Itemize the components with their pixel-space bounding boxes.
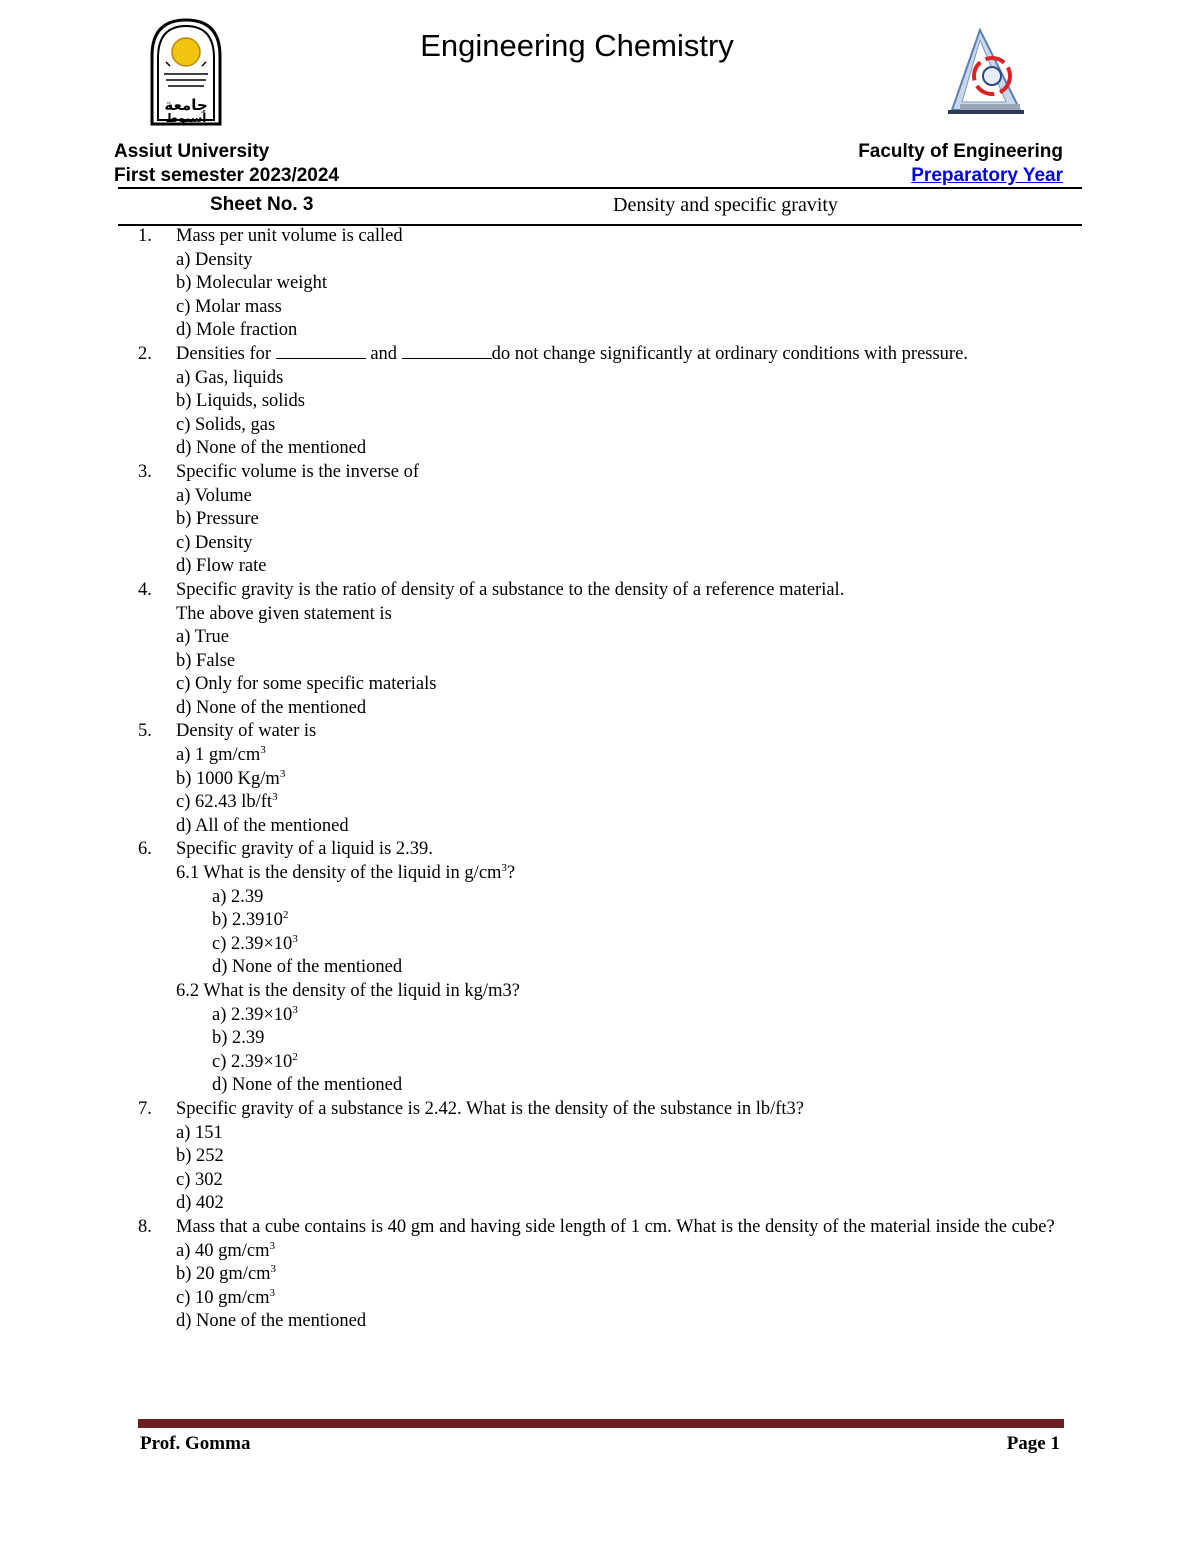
preparatory-year-link[interactable]: Preparatory Year <box>911 165 1063 186</box>
question-text: Specific gravity of a substance is 2.42. What is the density of the substance in lb/ft3? <box>176 1098 804 1119</box>
option <box>176 1051 1078 1075</box>
question-number: 1. <box>138 226 152 246</box>
footer-author: Prof. Gomma <box>140 1433 251 1454</box>
superscript: 3 <box>270 1263 277 1276</box>
option <box>176 744 1078 768</box>
question-number: 5. <box>138 721 152 742</box>
question-text: Specific gravity of a liquid is 2.39. <box>176 839 433 860</box>
superscript: 3 <box>292 1003 298 1016</box>
option: b) False <box>176 650 236 671</box>
option: d) None of the mentioned <box>212 1075 403 1096</box>
question-5 <box>138 720 1078 838</box>
option: a) 151 <box>176 1122 223 1143</box>
header-right <box>858 140 1063 188</box>
question-text: Mass per unit volume is called <box>176 226 403 246</box>
option: d) All of the mentioned <box>176 815 349 836</box>
question-6 <box>138 838 1078 1098</box>
sheet-number: Sheet No. 3 <box>210 194 314 215</box>
option: d) None of the mentioned <box>176 697 367 718</box>
option: c) Solids, gas <box>176 414 276 435</box>
question-number: 4. <box>138 579 152 600</box>
subquestion-text-end: ? <box>506 863 516 884</box>
header-rule-top <box>118 187 1082 189</box>
svg-text:جامعة: جامعة <box>164 96 208 114</box>
subquestion-text: 6.1 What is the density of the liquid in g/cm <box>176 863 502 884</box>
question-number: 2. <box>138 343 152 364</box>
option: a) Density <box>176 249 253 270</box>
question-text-2: The above given statement is <box>176 603 392 624</box>
question-text: Density of water is <box>176 721 317 742</box>
faculty-name: Faculty of Engineering <box>858 141 1063 162</box>
question-number: 3. <box>138 461 152 482</box>
subquestion-6-1 <box>176 862 1078 886</box>
option <box>176 791 1078 815</box>
superscript: 3 <box>269 1239 276 1252</box>
question-text: Specific gravity is the ratio of density of a substance to the density of a reference material. <box>176 579 845 600</box>
superscript: 3 <box>279 767 286 780</box>
question-number: 7. <box>138 1098 152 1119</box>
question-7 <box>138 1098 1078 1216</box>
superscript: 3 <box>269 1286 276 1299</box>
option <box>176 909 1078 933</box>
option: d) None of the mentioned <box>176 1311 367 1332</box>
question-4 <box>138 579 1078 721</box>
svg-text:أسيوط: أسيوط <box>165 111 207 125</box>
question-1 <box>138 225 1078 343</box>
footer-page-number: Page 1 <box>1006 1433 1060 1454</box>
sheet-row <box>118 192 1082 222</box>
option: d) None of the mentioned <box>212 957 403 978</box>
blank-line <box>402 344 492 359</box>
header-left <box>114 140 339 188</box>
option: c) 302 <box>176 1169 223 1190</box>
question-text-part: do not change significantly at ordinary conditions with pressure. <box>491 343 968 364</box>
option: d) None of the mentioned <box>176 438 367 459</box>
option: d) 402 <box>176 1193 224 1214</box>
option: b) Pressure <box>176 509 259 530</box>
blank-line <box>276 344 366 359</box>
question-3 <box>138 461 1078 579</box>
option: a) True <box>176 627 229 648</box>
question-number: 6. <box>138 839 152 860</box>
option-text: a) 1 gm/cm <box>176 745 261 766</box>
question-number: 8. <box>138 1216 152 1237</box>
option: b) Molecular weight <box>176 273 328 294</box>
question-8 <box>138 1216 1078 1334</box>
question-2 <box>138 343 1078 461</box>
superscript: 3 <box>501 862 507 875</box>
option: a) Volume <box>176 485 252 506</box>
option <box>176 933 1078 957</box>
option: b) Liquids, solids <box>176 391 305 412</box>
superscript: 2 <box>292 1050 298 1063</box>
option-text: c) 2.39×10 <box>212 933 293 954</box>
option-text: c) 62.43 lb/ft <box>176 792 273 813</box>
university-name: Assiut University <box>114 141 270 162</box>
option: a) Gas, liquids <box>176 367 284 388</box>
option-text: c) 10 gm/cm <box>176 1287 270 1308</box>
option-text: b) 20 gm/cm <box>176 1264 271 1285</box>
option: b) 252 <box>176 1146 224 1167</box>
option-text: b) 1000 Kg/m <box>176 768 280 789</box>
option: a) 2.39 <box>212 886 264 907</box>
page-title: Engineering Chemistry <box>420 28 734 63</box>
option <box>176 768 1078 792</box>
option: d) Mole fraction <box>176 320 298 341</box>
semester: First semester 2023/2024 <box>114 165 339 186</box>
question-text: Specific volume is the inverse of <box>176 461 420 482</box>
option-text: b) 2.3910 <box>212 910 283 931</box>
option <box>176 1287 1078 1311</box>
superscript: 3 <box>292 932 298 945</box>
option-text: c) 2.39×10 <box>212 1051 293 1072</box>
superscript: 3 <box>260 744 266 757</box>
option: c) Density <box>176 532 253 553</box>
subquestion-6-2: 6.2 What is the density of the liquid in kg/m3? <box>176 981 520 1001</box>
footer-divider <box>138 1419 1064 1428</box>
superscript: 2 <box>282 909 289 922</box>
option <box>176 1240 1078 1264</box>
questions-list <box>138 225 1078 1334</box>
question-text <box>176 343 1078 367</box>
superscript: 3 <box>272 791 278 804</box>
faculty-emblem-logo <box>940 26 1032 118</box>
question-text-part: and <box>365 343 402 364</box>
option: b) 2.39 <box>212 1028 265 1049</box>
question-text-part: Densities for <box>176 343 276 364</box>
option: c) Only for some specific materials <box>176 674 437 695</box>
option: d) Flow rate <box>176 556 267 577</box>
option-text: a) 40 gm/cm <box>176 1240 270 1261</box>
sheet-topic: Density and specific gravity <box>613 194 838 216</box>
question-text: Mass that a cube contains is 40 gm and having side length of 1 cm. What is the density of the material inside the cube? <box>176 1216 1055 1237</box>
option-text: a) 2.39×10 <box>212 1004 293 1025</box>
option <box>176 1004 1078 1028</box>
option: c) Molar mass <box>176 296 282 317</box>
option <box>176 1263 1078 1287</box>
